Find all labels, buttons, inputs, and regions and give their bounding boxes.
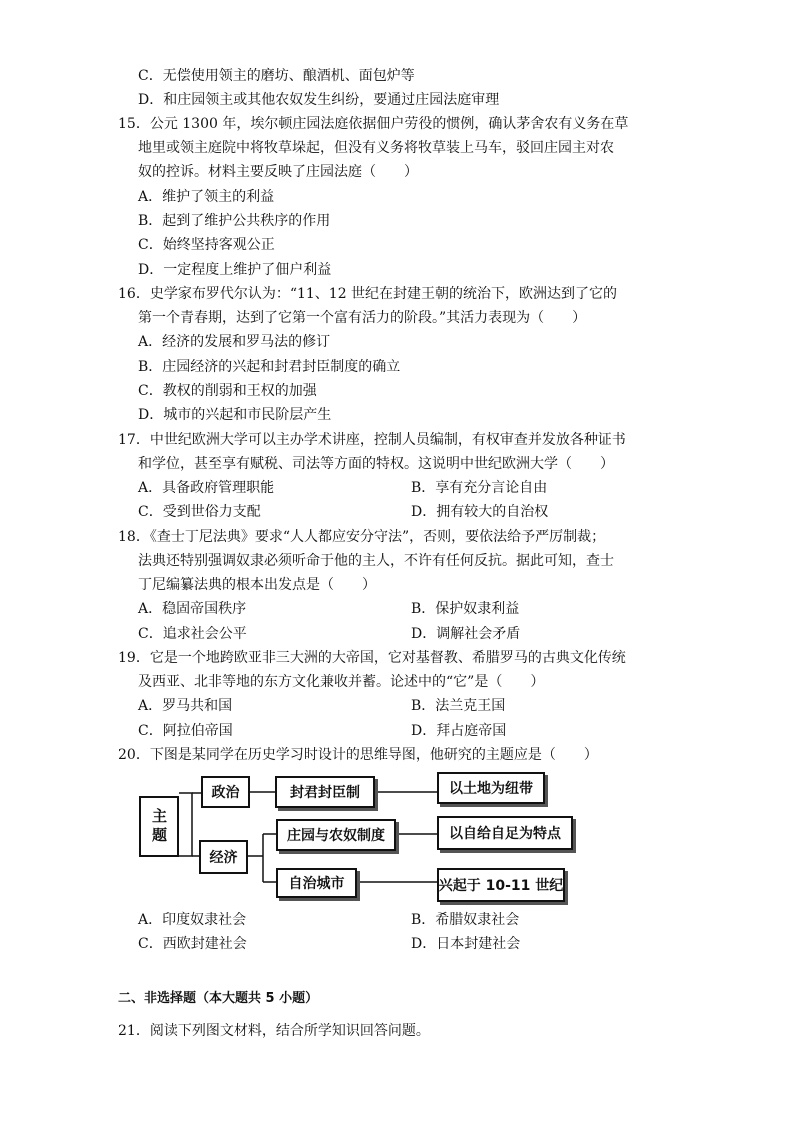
section-heading: 二、非选择题（本大题共 5 小题）: [118, 991, 319, 1006]
mindmap-root-label: 主题: [150, 807, 168, 846]
q20-option-d: D．日本封建社会: [411, 936, 521, 952]
mindmap-land-tie-label: 以土地为纽带: [449, 781, 533, 797]
mindmap-city-label: 自治城市: [288, 876, 345, 892]
q14-option-d: D．和庄园领主或其他农奴发生纠纷，要通过庄园法庭审理: [138, 92, 500, 108]
mindmap-self-sufficient-label: 以自给自足为特点: [449, 826, 561, 842]
q15-option-c: C．始终坚持客观公正: [138, 237, 275, 253]
mindmap-economy-label: 经济: [209, 850, 238, 866]
mindmap-rise: [437, 868, 565, 902]
root-bracket: [179, 793, 192, 856]
q14-option-c: C．无偿使用领主的磨坊、酿酒机、面包炉等: [138, 68, 415, 84]
q20-option-b: B．希腊奴隶社会: [411, 912, 520, 928]
mindmap-root: [139, 796, 179, 857]
mindmap-city: [276, 868, 357, 898]
q17-stem-line2: 和学位，甚至享有赋税、司法等方面的特权。这说明中世纪欧洲大学（ ）: [138, 456, 614, 472]
q15-stem-line3: 奴的控诉。材料主要反映了庄园法庭（ ）: [138, 164, 418, 180]
mindmap-politics: [201, 776, 250, 808]
q16-option-d: D．城市的兴起和市民阶层产生: [138, 407, 332, 423]
mindmap-self-sufficient: [437, 816, 573, 850]
q18-stem-line2: 法典还特别强调奴隶必须听命于他的主人，不许有任何反抗。据此可知，查士: [138, 553, 614, 569]
q15-stem-line1: 15．公元 1300 年，埃尔顿庄园法庭依据佃户劳役的惯例，确认茅舍农有义务在草: [118, 116, 629, 132]
q15-stem-line2: 地里或领主庭院中将牧草垛起，但没有义务将牧草装上马车，驳回庄园主对农: [138, 140, 614, 156]
mindmap-fief: [275, 776, 375, 808]
q17-option-d: D．拥有较大的自治权: [411, 504, 549, 520]
q15-option-b: B．起到了维护公共秩序的作用: [138, 213, 331, 229]
q18-stem-line1: 18．《查士丁尼法典》要求“人人都应安分守法”，否则，要依法给予严厉制裁；: [118, 529, 606, 545]
mindmap-economy: [199, 840, 248, 874]
q16-stem-line1: 16．史学家布罗代尔认为：“11、12 世纪在封建王朝的统治下，欧洲达到了它的: [118, 286, 618, 302]
q17-option-b: B．享有充分言论自由: [411, 480, 548, 496]
mindmap-fief-label: 封君封臣制: [290, 785, 360, 801]
q19-option-a: A．罗马共和国: [138, 698, 233, 714]
q18-stem-line3: 丁尼编纂法典的根本出发点是（ ）: [138, 577, 376, 593]
q16-option-b: B．庄园经济的兴起和封君封臣制度的确立: [138, 359, 401, 375]
q19-option-c: C．阿拉伯帝国: [138, 723, 233, 739]
q19-option-b: B．法兰克王国: [411, 698, 506, 714]
q15-option-a: A．维护了领主的利益: [138, 189, 275, 205]
q20-option-c: C．西欧封建社会: [138, 936, 247, 952]
mindmap-manor: [276, 819, 396, 851]
q19-option-d: D．拜占庭帝国: [411, 723, 507, 739]
q18-option-c: C．追求社会公平: [138, 626, 247, 642]
mindmap-rise-label: 兴起于 10-11 世纪: [438, 878, 564, 894]
q19-stem-line1: 19．它是一个地跨欧亚非三大洲的大帝国，它对基督教、希腊罗马的古典文化传统: [118, 650, 626, 666]
q20-stem: 20．下图是某同学在历史学习时设计的思维导图，他研究的主题应是（ ）: [118, 747, 598, 763]
q16-stem-line2: 第一个青春期，达到了它第一个富有活力的阶段。”其活力表现为（ ）: [138, 310, 587, 326]
q20-option-a: A．印度奴隶社会: [138, 912, 247, 928]
q17-option-a: A．具备政府管理职能: [138, 480, 275, 496]
q19-stem-line2: 及西亚、北非等地的东方文化兼收并蓄。论述中的“它”是（ ）: [138, 674, 545, 690]
q21-stem: 21．阅读下列图文材料，结合所学知识回答问题。: [118, 1023, 430, 1039]
mindmap-politics-label: 政治: [211, 785, 240, 801]
q18-option-b: B．保护奴隶利益: [411, 601, 520, 617]
q17-stem-line1: 17．中世纪欧洲大学可以主办学术讲座，控制人员编制，有权审查并发放各种证书: [118, 432, 626, 448]
mindmap-manor-label: 庄园与农奴制度: [287, 828, 385, 844]
q16-option-a: A．经济的发展和罗马法的修订: [138, 334, 331, 350]
q15-option-d: D．一定程度上维护了佃户利益: [138, 262, 332, 278]
mindmap-land-tie: [437, 772, 545, 804]
q18-option-d: D．调解社会矛盾: [411, 626, 521, 642]
q17-option-c: C．受到世俗力支配: [138, 504, 261, 520]
q16-option-c: C．教权的削弱和王权的加强: [138, 383, 317, 399]
q18-option-a: A．稳固帝国秩序: [138, 601, 247, 617]
